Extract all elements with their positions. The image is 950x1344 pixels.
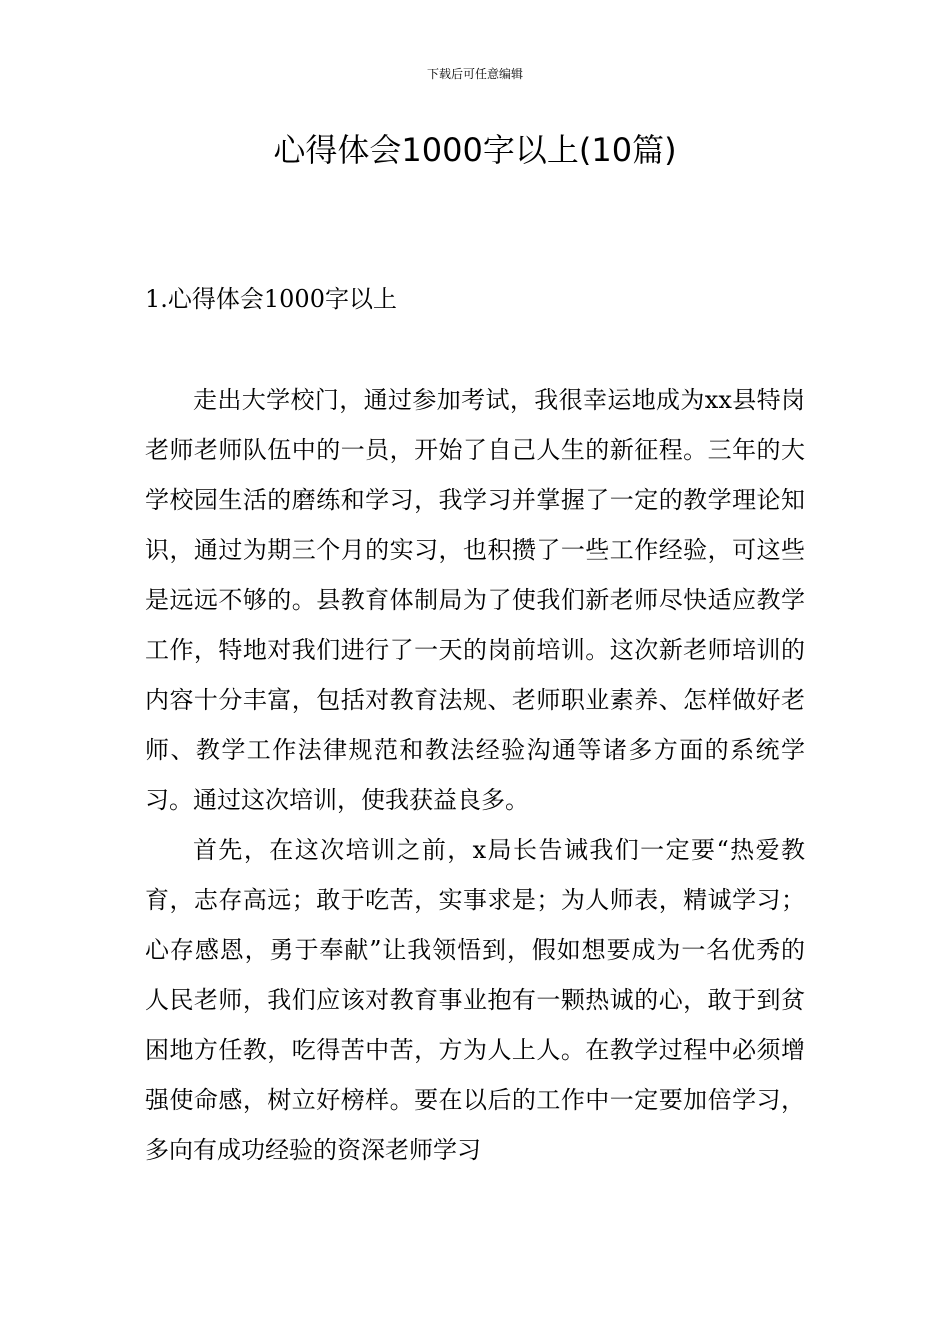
header-note: 下载后可任意编辑	[426, 67, 523, 81]
body-paragraph: 首先，在这次培训之前，x局长告诫我们一定要“热爱教育，志存高远；敢于吃苦，实事求是；为人师表，精诚学习；心存感恩，勇于奉献”让我领悟到，假如想要成为一名优秀的人民老师，我们应该对教育事业抱有一颗热诚的心，敢于到贫困地方任教，吃得苦中苦，方为人上人。在教学过程中必须增强使命感，树立好榜样。要在以后的工作中一定要加倍学习，多向有成功经验的资深老师学习	[145, 836, 805, 1164]
document-title: 心得体会1000字以上(10篇)	[273, 131, 677, 169]
body-paragraph: 走出大学校门，通过参加考试，我很幸运地成为xx县特岗老师老师队伍中的一员，开始了自己人生的新征程。三年的大学校园生活的磨练和学习，我学习并掌握了一定的教学理论知识，通过为期三个月的实习，也积攒了一些工作经验，可这些是远远不够的。县教育体制局为了使我们新老师尽快适应教学工作，特地对我们进行了一天的岗前培训。这次新老师培训的内容十分丰富，包括对教育法规、老师职业素养、怎样做好老师、教学工作法律规范和教法经验沟通等诸多方面的系统学习。通过这次培训，使我获益良多。	[145, 386, 805, 814]
section-heading: 1.心得体会1000字以上	[145, 285, 397, 313]
document-body	[145, 375, 805, 1175]
